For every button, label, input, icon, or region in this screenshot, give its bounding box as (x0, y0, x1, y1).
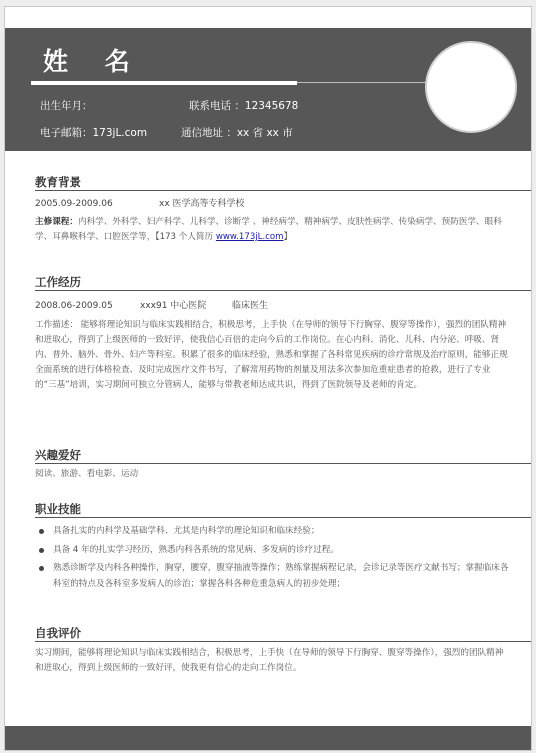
list-item: 熟悉诊断学及内科各种操作，胸穿，腰穿，腹穿抽液等操作；熟练掌握病程记录，会诊记录等医疗文献书写；掌握临床各科室的特点及各科室多发病人的诊治；掌握各科各种危重急病人的初步处理； (35, 561, 511, 592)
education-period: 2005.09-2009.06 (35, 199, 113, 209)
work-row (35, 299, 531, 313)
work-title: 工作经历 (35, 275, 81, 289)
email-field (40, 125, 147, 140)
education-title: 教育背景 (35, 175, 81, 189)
address-field (181, 125, 293, 140)
hobbies-text: 阅读、旅游、看电影、运动 (35, 469, 139, 479)
self-evaluation-section (35, 626, 531, 676)
section-divider (35, 463, 531, 464)
name-underline (31, 81, 297, 85)
section-divider (35, 641, 531, 642)
candidate-name: 姓 名 (43, 47, 144, 76)
hobbies-section (35, 448, 531, 482)
work-org: xxx91 中心医院 (140, 301, 207, 311)
section-divider (35, 190, 531, 191)
site-link[interactable]: www.173jL.com (215, 232, 284, 242)
address-label: 通信地址 ： (181, 127, 237, 139)
email-value: 173jL.com (92, 127, 148, 139)
phone-label: 联系电话 ： (189, 100, 245, 112)
courses-end: 】 (283, 232, 293, 242)
phone-value: 12345678 (244, 100, 299, 112)
section-divider (35, 517, 531, 518)
photo-placeholder (425, 41, 517, 133)
work-period: 2008.06-2009.05 (35, 301, 113, 311)
birth-label: 出生年月： (40, 100, 93, 112)
education-courses (35, 215, 509, 245)
footer-bar (5, 726, 531, 750)
resume-page (4, 6, 532, 751)
self-evaluation-text: 实习期间，能够将理论知识与临床实践相结合，积极思考，上手快（在导师的领导下行胸穿、腹穿等操作），强烈的团队精神和进取心，得到上级医师的一致好评，使我更有信心的走向工作岗位。 (35, 648, 504, 673)
header-divider (297, 82, 437, 83)
skills-section (35, 502, 531, 595)
hobbies-title: 兴趣爱好 (35, 448, 81, 462)
bullet-icon (39, 548, 44, 553)
section-divider (35, 290, 531, 291)
work-description: 工作描述： 能够将理论知识与临床实践相结合，积极思考，上手快（在导师的领导下行胸穿、腹穿等操作），强烈的团队精神和进取心，得到了上级医师的一致好评，使我信心百倍的走向今后的工作岗位。在心内科、消化、儿科、内分泌、呼吸、肾内、普外、脑外、骨外、妇产等科室。积累了很多的临床经验，熟悉和掌握了各科常见疾病的诊疗常规及治疗原则，能够正规全面系统的进行体格检查、及时完成医疗文件书写，了解常用药物的剂量及用法多次参加危重症患者的抢救，进行了专业的“三基”培训，实习期间可独立分管病人，能够与带教老师达成共识，得到了医院领导及老师的肯定。 (35, 320, 508, 390)
phone-field (189, 98, 298, 113)
bullet-icon (39, 529, 44, 534)
bullet-icon (39, 566, 44, 571)
education-row (35, 197, 531, 211)
list-item: 具备 4 年的扎实学习经历，熟悉内科各系统的常见病、多发病的诊疗过程。 (35, 543, 511, 559)
skills-list (35, 524, 511, 592)
address-value: xx 省 xx 市 (236, 127, 293, 139)
list-item: 具备扎实的内科学及基础学科、尤其是内科学的理论知识和临床经验； (35, 524, 511, 540)
email-label: 电子邮箱： (40, 127, 93, 139)
education-section (35, 175, 531, 245)
self-evaluation-title: 自我评价 (35, 626, 81, 640)
work-section (35, 275, 531, 393)
header-banner (5, 28, 531, 151)
skills-title: 职业技能 (35, 502, 81, 516)
courses-text: 内科学、外科学、妇产科学、儿科学、诊断学 、神经病学、精神病学、皮肤性病学、传染病学、预防医学、眼科学、耳鼻喉科学、口腔医学等，【173 个人简历 (35, 217, 502, 242)
courses-label: 主修课程： (35, 217, 78, 227)
work-role: 临床医生 (232, 301, 269, 311)
education-school: xx 医学高等专科学校 (159, 199, 245, 209)
